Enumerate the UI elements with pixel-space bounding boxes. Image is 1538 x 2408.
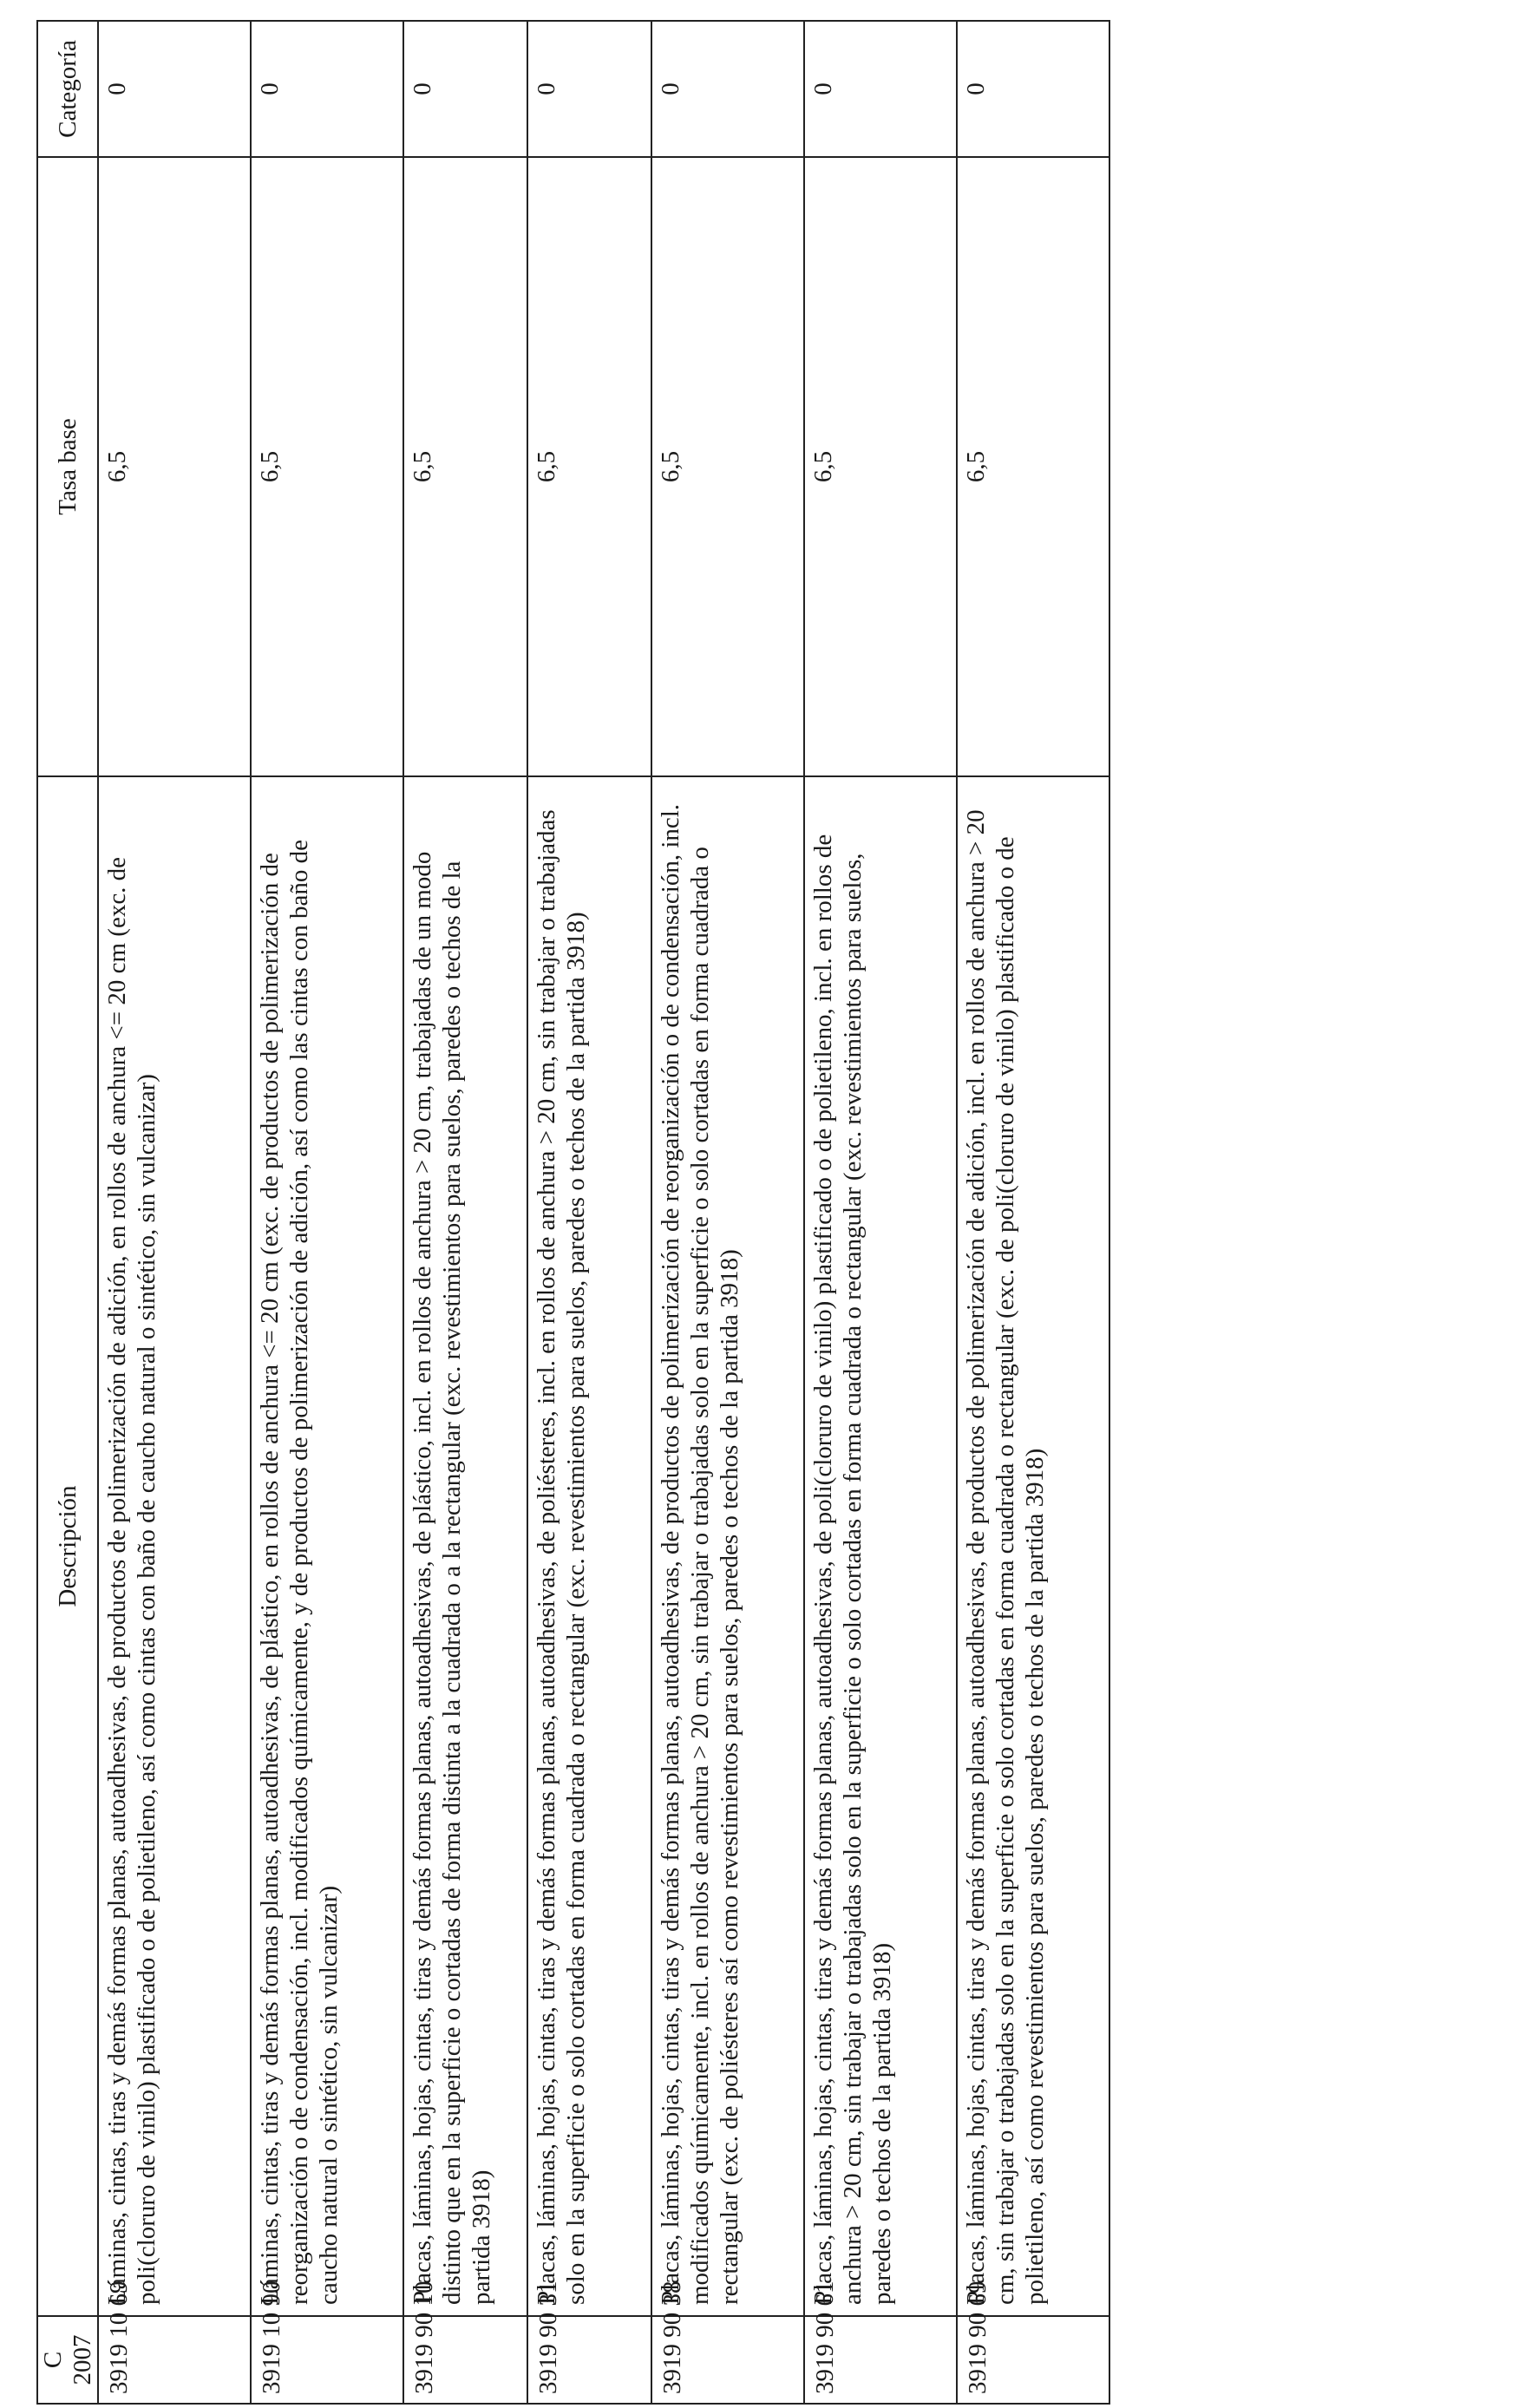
row-category: 0 — [403, 21, 527, 157]
row-base-rate: 6,5 — [527, 157, 651, 776]
row-code: 3919 90 61 — [804, 2316, 957, 2404]
table-row — [403, 21, 527, 2404]
row-category: 0 — [98, 21, 251, 157]
table-row — [957, 21, 1109, 2404]
row-code: 3919 10 69 — [98, 2316, 251, 2404]
row-code: 3919 90 69 — [957, 2316, 1109, 2404]
row-description: Láminas, cintas, tiras y demás formas planas, autoadhesivas, de productos de polimerización de adición, en rollos de anchura <= 20 cm (exc. de poli(cloruro de vinilo) plastificado o de polietileno, así como cintas con baño de caucho natural o sintético, sin vulcanizar) — [98, 776, 251, 2316]
table-row — [251, 21, 403, 2404]
row-base-rate: 6,5 — [251, 157, 403, 776]
table-row — [651, 21, 804, 2404]
row-category: 0 — [251, 21, 403, 157]
row-category: 0 — [804, 21, 957, 157]
row-code: 3919 90 31 — [527, 2316, 651, 2404]
row-description: Placas, láminas, hojas, cintas, tiras y demás formas planas, autoadhesivas, de poli(cloruro de vinilo) plastificado o de polietileno, incl. en rollos de anchura > 20 cm, sin trabajar o trabajadas solo en la superficie o solo cortadas en forma cuadrada o rectangular (exc. revestimientos para suelos, paredes o techos de la partida 3918) — [804, 776, 957, 2316]
tariff-table — [36, 20, 1110, 2405]
header-row — [37, 21, 98, 2404]
row-base-rate: 6,5 — [957, 157, 1109, 776]
row-description: Placas, láminas, hojas, cintas, tiras y demás formas planas, autoadhesivas, de poliésteres, incl. en rollos de anchura > 20 cm, sin trabajar o trabajadas solo en la superficie o solo cortadas en forma cuadrada o rectangular (exc. revestimientos para suelos, paredes o techos de la partida 3918) — [527, 776, 651, 2316]
row-code: 3919 90 10 — [403, 2316, 527, 2404]
row-code: 3919 90 38 — [651, 2316, 804, 2404]
table-row — [98, 21, 251, 2404]
row-description: Láminas, cintas, tiras y demás formas planas, autoadhesivas, de plástico, en rollos de anchura <= 20 cm (exc. de productos de polimerización de reorganización o de condensación, incl. modificados químicamente, y de productos de polimerización de adición, así como las cintas con baño de caucho natural o sintético, sin vulcanizar) — [251, 776, 403, 2316]
table-row — [804, 21, 957, 2404]
row-category: 0 — [527, 21, 651, 157]
table-row — [527, 21, 651, 2404]
row-description: Placas, láminas, hojas, cintas, tiras y demás formas planas, autoadhesivas, de plástico, incl. en rollos de anchura > 20 cm, trabajadas de un modo distinto que en la superficie o cortadas de forma distinta a la cuadrada o a la rectangular (exc. revestimientos para suelos, paredes o techos de la partida 3918) — [403, 776, 527, 2316]
row-category: 0 — [651, 21, 804, 157]
row-category: 0 — [957, 21, 1109, 157]
header-category: Categoría — [37, 21, 98, 157]
row-description: Placas, láminas, hojas, cintas, tiras y demás formas planas, autoadhesivas, de productos de polimerización de reorganización o de condensación, incl. modificados químicamente, incl. en rollos de anchura > 20 cm, sin trabajar o trabajadas solo en la superficie o solo cortadas en forma cuadrada o rectangular (exc. de poliésteres así como revestimientos para suelos, paredes o techos de la partida 3918) — [651, 776, 804, 2316]
header-base-rate: Tasa base — [37, 157, 98, 776]
row-base-rate: 6,5 — [98, 157, 251, 776]
row-base-rate: 6,5 — [804, 157, 957, 776]
row-code: 3919 10 90 — [251, 2316, 403, 2404]
row-base-rate: 6,5 — [403, 157, 527, 776]
header-description: Descripción — [37, 776, 98, 2316]
header-code: C 2007 — [37, 2316, 98, 2404]
row-base-rate: 6,5 — [651, 157, 804, 776]
row-description: Placas, láminas, hojas, cintas, tiras y demás formas planas, autoadhesivas, de productos de polimerización de adición, incl. en rollos de anchura > 20 cm, sin trabajar o trabajadas solo en la superficie o solo cortadas en forma cuadrada o rectangular (exc. de poli(cloruro de vinilo) plastificado o de polietileno, así como revestimientos para suelos, paredes o techos de la partida 3918) — [957, 776, 1109, 2316]
